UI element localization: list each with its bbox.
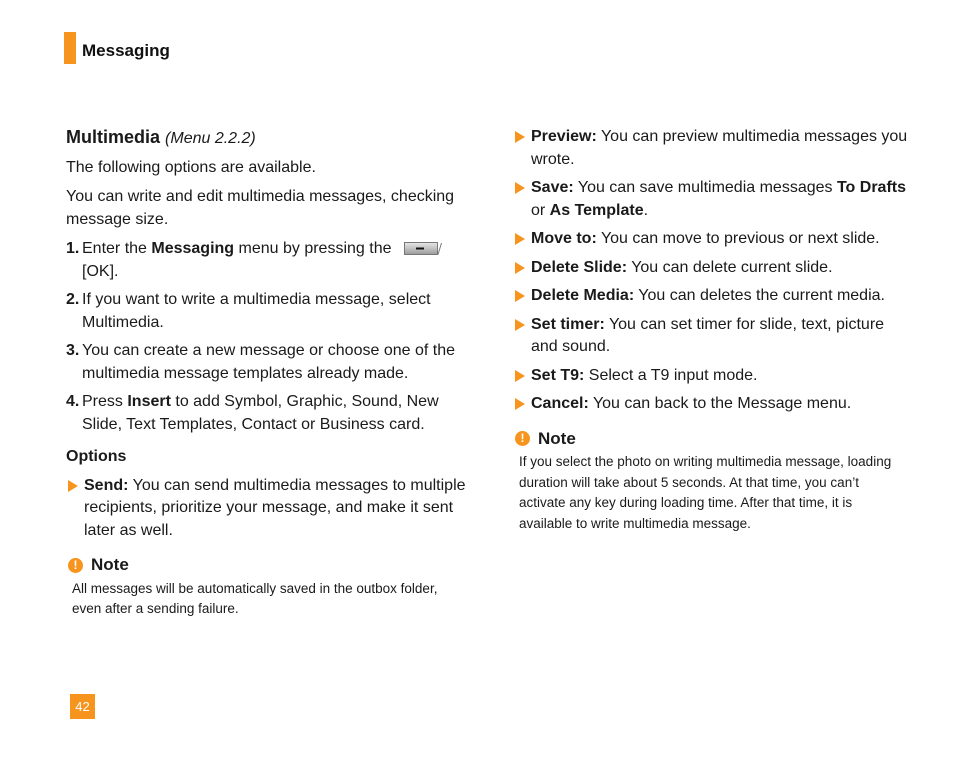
option-delete-slide (513, 257, 908, 280)
option-bold: As Template (549, 201, 644, 219)
page-header-title: Messaging (82, 41, 170, 60)
exclamation-circle-icon: ! (515, 431, 530, 446)
option-term: Delete Slide: (531, 258, 628, 276)
exclamation-circle-icon: ! (68, 558, 83, 573)
option-desc: You can back to the Message menu. (588, 395, 852, 412)
option-save (513, 177, 908, 222)
step-text: You can create a new message or choose one of the multimedia message templates already made. (82, 342, 455, 382)
step-number: 4. (66, 393, 80, 410)
option-desc: You can send multimedia messages to multiple recipients, prioritize your message, and make it sent later as well. (84, 476, 466, 539)
option-desc: You can preview multimedia messages you wrote. (531, 128, 908, 168)
option-send (66, 475, 466, 543)
option-desc: Select a T9 input mode. (584, 366, 758, 384)
soft-key-icon (404, 242, 442, 255)
note-text: If you select the photo on writing multimedia message, loading duration will take about 5 seconds. At that time, you can’t activate any key during loading time. After that time, it is available to write multimedia message. (519, 454, 892, 531)
triangle-right-icon (515, 233, 525, 245)
option-term: Save: (531, 179, 574, 196)
option-desc: You can save multimedia messages (573, 179, 837, 196)
step-1 (66, 238, 466, 283)
option-term: Set timer: (531, 315, 605, 333)
step-3 (66, 340, 466, 385)
left-column (66, 126, 466, 620)
step-2 (66, 289, 466, 334)
triangle-right-icon (68, 480, 78, 492)
option-term: Delete Media: (531, 287, 635, 304)
option-set-t9 (513, 365, 908, 388)
step-text: Press (82, 393, 128, 410)
step-text: If you want to write a multimedia message, select Multimedia. (82, 291, 431, 331)
note-title: Note (91, 555, 129, 574)
option-term: Preview: (531, 128, 597, 145)
option-preview (513, 126, 908, 171)
option-desc: You can deletes the current media. (634, 287, 885, 304)
triangle-right-icon (515, 131, 525, 143)
step-4 (66, 391, 466, 436)
option-delete-media (513, 285, 908, 308)
triangle-right-icon (515, 398, 525, 410)
note-title: Note (538, 428, 576, 448)
menu-reference: (Menu 2.2.2) (165, 130, 256, 147)
step-number: 1. (66, 240, 80, 257)
option-desc: or (531, 201, 550, 219)
triangle-right-icon (515, 319, 525, 331)
note-header (66, 554, 466, 577)
note-header (513, 428, 908, 451)
option-cancel (513, 393, 908, 416)
option-desc: . (643, 201, 649, 219)
option-desc: You can set timer for slide, text, picture and sound. (531, 315, 885, 355)
option-term: Set T9: (531, 366, 585, 384)
step-text: menu by pressing the (234, 240, 392, 257)
note-box (513, 428, 908, 535)
option-set-timer (513, 314, 908, 359)
option-desc: You can move to previous or next slide. (596, 230, 880, 247)
option-term: Cancel: (531, 395, 589, 412)
heading-text: Multimedia (66, 127, 161, 147)
step-text: [OK]. (82, 262, 119, 280)
header-accent-bar (64, 32, 76, 64)
option-term: Move to: (531, 230, 597, 247)
step-number: 3. (66, 342, 80, 359)
option-move-to (513, 228, 908, 251)
step-bold: Insert (127, 393, 171, 410)
options-heading: Options (66, 448, 127, 465)
step-number: 2. (66, 291, 80, 308)
option-bold: To Drafts (836, 179, 907, 196)
option-term: Send: (84, 476, 129, 494)
option-desc: You can delete current slide. (627, 258, 833, 276)
triangle-right-icon (515, 182, 525, 194)
triangle-right-icon (515, 370, 525, 382)
triangle-right-icon (515, 290, 525, 302)
intro-paragraph-2: You can write and edit multimedia messages, checking message size. (66, 188, 455, 228)
triangle-right-icon (515, 262, 525, 274)
page-number: 42 (70, 694, 95, 719)
step-bold: Messaging (151, 240, 235, 257)
step-text: to add Symbol, Graphic, Sound, New Slide, Text Templates, Contact or Business card. (82, 393, 439, 433)
right-column (513, 126, 908, 534)
section-heading (66, 126, 466, 151)
note-text: All messages will be automatically saved in the outbox folder, even after a sending failure. (72, 580, 438, 616)
step-text: Enter the (82, 240, 152, 257)
note-box (66, 554, 466, 620)
intro-paragraph-1: The following options are available. (66, 158, 316, 176)
